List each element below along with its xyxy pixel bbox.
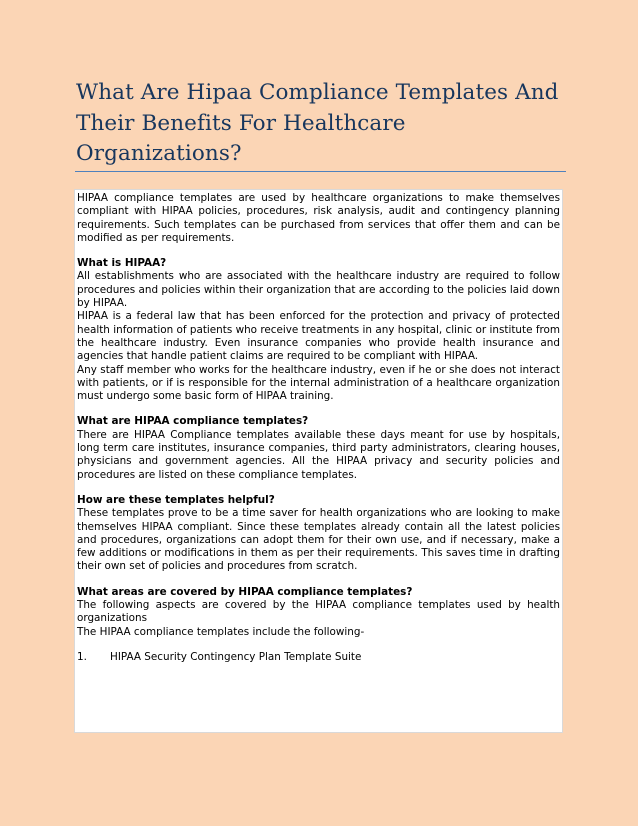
section-heading-what-are-templates: What are HIPAA compliance templates? [77, 415, 309, 428]
title-divider [75, 171, 566, 172]
section-paragraph: There are HIPAA Compliance templates available these days meant for use by hospitals, long term care institutes, insurance companies, third party administrators, clearing houses, physicians and government agencies. All the HIPAA privacy and security policies and procedures are listed on these compliance templates. [77, 428, 560, 481]
section-paragraph: The HIPAA compliance templates include the following- [77, 625, 365, 638]
spacer [77, 245, 560, 257]
section-heading-how-helpful: How are these templates helpful? [77, 493, 275, 506]
spacer [77, 639, 560, 651]
intro-paragraph: HIPAA compliance templates are used by healthcare organizations to make themselves compliant with HIPAA policies, procedures, risk analysis, audit and contingency planning requirements. Such templates can be purchased from services that offer them and can be modified as per requirements. [77, 192, 560, 244]
section-heading-areas-covered: What areas are covered by HIPAA compliance templates? [77, 585, 413, 598]
page-title: What Are Hipaa Compliance Templates And Their Benefits For Healthcare Organizations? [76, 80, 559, 166]
spacer [77, 574, 560, 586]
spacer [77, 482, 560, 494]
section-paragraph: These templates prove to be a time saver for health organizations who are looking to make themselves HIPAA compliant. Since these templates already contain all the latest policies and procedures, organizations can adopt them for their own use, and if necessary, make a few additions or modifications in them as per their requirements. This saves time in drafting their own set of policies and procedures from scratch. [77, 507, 560, 573]
spacer [77, 403, 560, 415]
section-heading-what-is-hipaa: What is HIPAA? [77, 257, 167, 270]
list-item-text: HIPAA Security Contingency Plan Template Suite [110, 650, 362, 663]
content-box [74, 189, 563, 733]
list-item [77, 651, 560, 664]
section-paragraph: The following aspects are covered by the HIPAA compliance templates used by health organizations [77, 599, 560, 625]
section-paragraph: HIPAA is a federal law that has been enforced for the protection and privacy of protected health information of patients who receive treatments in any hospital, clinic or institute from the healthcare industry. Even insurance companies who provide health insurance and agencies that handle patient claims are required to be compliant with HIPAA. [77, 310, 560, 363]
section-paragraph: All establishments who are associated with the healthcare industry are required to follow procedures and policies within their organization that are according to the policies laid down by HIPAA. [77, 270, 560, 310]
list-item-number: 1. [77, 650, 87, 663]
section-paragraph: Any staff member who works for the healthcare industry, even if he or she does not interact with patients, or if is responsible for the internal administration of a healthcare organization must undergo some basic form of HIPAA training. [77, 363, 560, 403]
